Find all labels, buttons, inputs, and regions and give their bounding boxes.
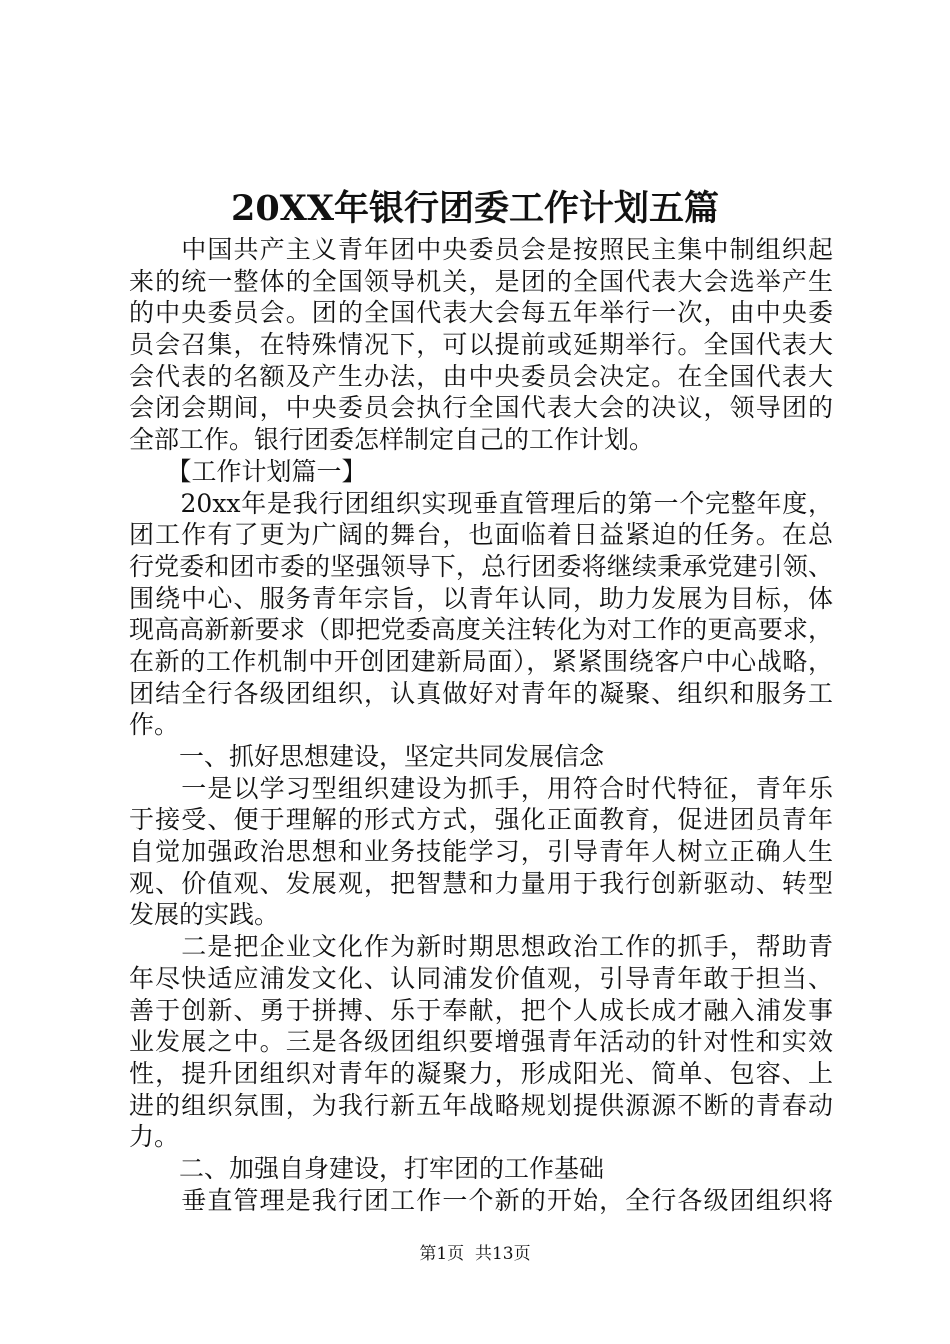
text-line: 发展的实践。 [129,900,280,930]
text-line: 业发展之中。三是各级团组织要增强青年活动的针对性和实效 [129,1027,833,1057]
text-line: 力。 [129,1122,180,1152]
text-line: 团结全行各级团组织，认真做好对青年的凝聚、组织和服务工 [129,678,833,708]
section-heading: 一、抓好思想建设，坚定共同发展信念 [129,742,605,771]
text-line: 二是把企业文化作为新时期思想政治工作的抓手，帮助青 [129,932,833,962]
text-line: 围绕中心、服务青年宗旨，以青年认同，助力发展为目标，体 [129,583,833,613]
text-line: 中国共产主义青年团中央委员会是按照民主集中制组织起 [129,235,833,264]
text-line: 全部工作。银行团委怎样制定自己的工作计划。 [129,425,655,455]
text-line: 的中央委员会。团的全国代表大会每五年举行一次，由中央委 [129,298,833,328]
text-line: 进的组织氛围，为我行新五年战略规划提供源源不断的青春动 [129,1090,833,1120]
text-line: 现高高新新要求（即把党委高度关注转化为对工作的更高要求， [129,615,833,645]
text-line: 观、价值观、发展观，把智慧和力量用于我行创新驱动、转型 [129,868,833,898]
text-line: 性，提升团组织对青年的凝聚力，形成阳光、简单、包容、上 [129,1058,833,1088]
text-line: 作。 [129,710,180,740]
text-line: 于接受、便于理解的形式方式，强化正面教育，促进团员青年 [129,805,833,835]
section-heading: 二、加强自身建设，打牢团的工作基础 [129,1153,605,1183]
text-line: 员会召集，在特殊情况下，可以提前或延期举行。全国代表大 [129,330,833,360]
text-line: 年尽快适应浦发文化、认同浦发价值观，引导青年敢于担当、 [129,963,833,993]
section-heading: 【工作计划篇一】 [129,456,367,486]
text-line: 来的统一整体的全国领导机关，是团的全国代表大会选举产生 [129,266,833,296]
text-line: 善于创新、勇于拼搏、乐于奉献，把个人成长成才融入浦发事 [129,995,833,1025]
text-line: 在新的工作机制中开创团建新局面），紧紧围绕客户中心战略， [129,646,833,676]
text-line: 20xx年是我行团组织实现垂直管理后的第一个完整年度， [129,488,833,518]
text-line: 一是以学习型组织建设为抓手，用符合时代特征，青年乐 [129,773,833,803]
text-line: 会代表的名额及产生办法，由中央委员会决定。在全国代表大 [129,361,833,391]
document-body [129,234,833,1216]
text-line: 会闭会期间，中央委员会执行全国代表大会的决议，领导团的 [129,393,833,423]
text-line: 行党委和团市委的坚强领导下，总行团委将继续秉承党建引领、 [129,551,833,581]
page-number-footer: 第1页 共13页 [419,1244,531,1264]
text-line: 自觉加强政治思想和业务技能学习，引导青年人树立正确人生 [129,837,833,867]
text-line: 垂直管理是我行团工作一个新的开始，全行各级团组织将 [129,1185,833,1215]
document-title: 20XX年银行团委工作计划五篇 [230,188,720,229]
text-line: 团工作有了更为广阔的舞台，也面临着日益紧迫的任务。在总 [129,520,833,550]
